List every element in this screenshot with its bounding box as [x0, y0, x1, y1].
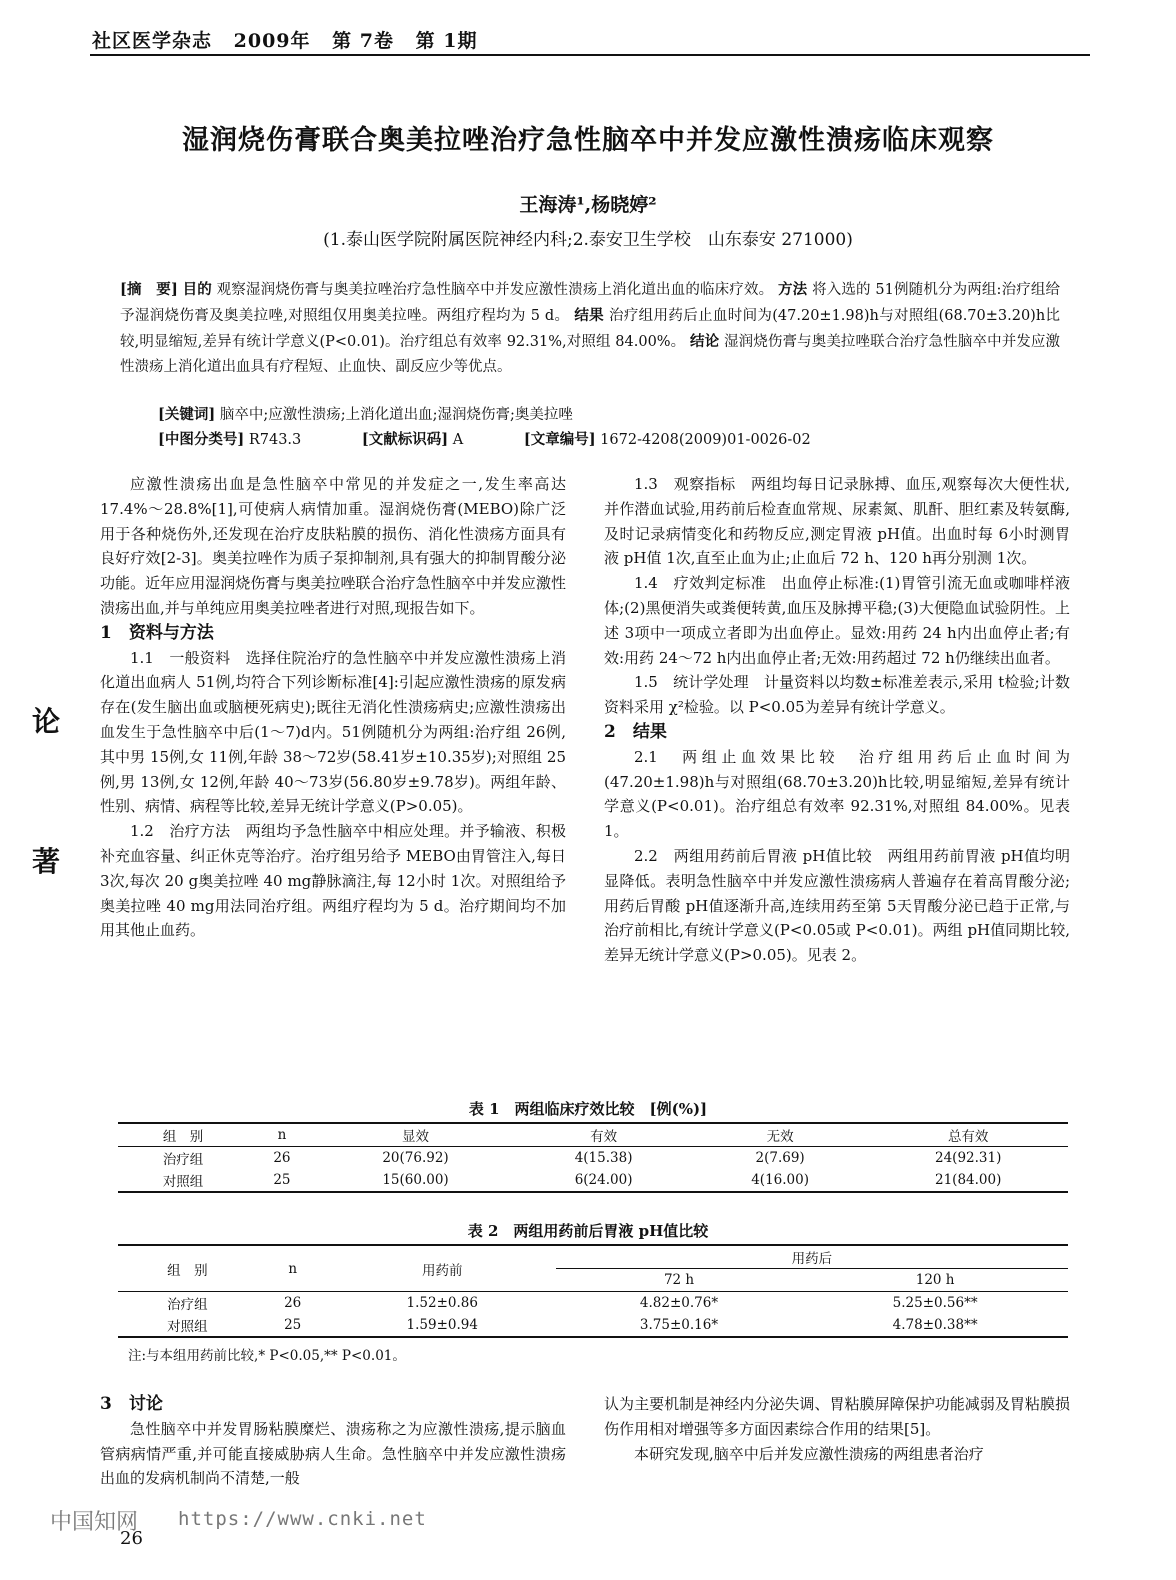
classification: [158, 428, 867, 449]
section-1-1-title: 1.1 一般资料: [130, 648, 231, 667]
header-rule: [90, 54, 1090, 56]
article-no-label: [文章编号]: [523, 431, 596, 448]
section-3-title: 3 讨论: [100, 1394, 163, 1414]
running-header: [92, 26, 491, 53]
section-2-2-title: 2.2 两组用药前后胃液 pH值比较: [634, 846, 873, 865]
table-row: [118, 1292, 1068, 1315]
table-cell: 5.25±0.56**: [892, 1295, 978, 1311]
abstract-aim-label: 目的: [182, 281, 212, 298]
discussion-text-right-2: 本研究发现,脑卒中后并发应激性溃疡的两组患者治疗: [634, 1444, 984, 1463]
section-1-5-title: 1.5 统计学处理: [634, 673, 749, 692]
abstract-conclusion: 湿润烧伤膏与奥美拉唑联合治疗急性脑卒中并发应激性溃疡上消化道出血具有疗程短、止血快、副反应少等优点。: [120, 334, 1061, 375]
table-cell: 21(84.00): [935, 1172, 1002, 1188]
authors: 王海涛¹,杨晓婷²: [519, 194, 657, 216]
section-1-4-title: 1.4 疗效判定标准: [634, 574, 767, 593]
discussion-left: [100, 1392, 566, 1491]
table-cell: 25: [273, 1172, 291, 1188]
intro-paragraph: 应激性溃疡出血是急性脑卒中常见的并发症之一,发生率高达 17.4%～28.8%[1],可使病人病情加重。湿润烧伤膏(MEBO)除广泛用于各种烧伤外,还发现在治疗皮肤粘膜的损伤、消化性溃疡方面具有良好疗效[2-3]。奥美拉唑作为质子泵抑制剂,具有强大的抑制胃酸分泌功能。近年应用湿润烧伤膏与奥美拉唑联合治疗急性脑卒中并发应激性溃疡出血,并与单纯应用奥美拉唑者进行对照,现报告如下。: [100, 475, 566, 617]
section-1-3-title: 1.3 观察指标: [634, 475, 736, 493]
table-cell: 1.52±0.86: [406, 1295, 478, 1311]
abstract-aim: 观察湿润烧伤膏与奥美拉唑治疗急性脑卒中并发应激性溃疡上消化道出血的临床疗效。: [216, 282, 774, 298]
table-1: [118, 1122, 1068, 1193]
table-cell: 4.78±0.38**: [892, 1317, 978, 1333]
table-cell: 4.82±0.76*: [639, 1295, 719, 1311]
section-1-3-text: 两组均每日记录脉搏、血压,观察每次大便性状,并作潜血试验,用药前后检查血常规、尿素氮、肌酐、胆红素及转氨酶,及时记录病情变化和药物反应,测定胃液 pH值。出血时每 6小时测胃液 pH值 1次,直至止血为止;止血后 72 h、120 h再分别测 1次。: [604, 475, 1070, 568]
table-cell: 3.75±0.16*: [639, 1317, 719, 1333]
table-cell: 4(16.00): [751, 1172, 809, 1188]
section-1-1-text: 选择住院治疗的急性脑卒中并发应激性溃疡上消化道出血病人 51例,均符合下列诊断标准[4]:引起应激性溃疡的原发病存在(发生脑出血或脑梗死病史);既往无消化性溃疡病史;应激性溃疡出血发生于急性脑卒中后(1～7)d内。51例随机分为两组:治疗组 26例,其中男 15例,女 11例,年龄 38～72岁(58.41岁±10.35岁);对照组 25例,男 13例,女 12例,年龄 40～73岁(56.80岁±9.78岁)。两组年龄、性别、病情、病程等比较,差异无统计学意义(P>0.05)。: [100, 648, 566, 816]
cnki-url[interactable]: https://www.cnki.net: [178, 1508, 427, 1530]
keywords-text: 脑卒中;应激性溃疡;上消化道出血;湿润烧伤膏;奥美拉唑: [219, 407, 573, 423]
section-2-1-title: 2.1 两组止血效果比较: [634, 747, 840, 766]
journal-name: 社区医学杂志: [92, 30, 213, 52]
table-header-cell: n: [257, 1245, 329, 1292]
abstract-method: 将入选的 51例随机分为两组:治疗组给予湿润烧伤膏及奥美拉唑,对照组仅用奥美拉唑。两组疗程均为 5 d。: [120, 282, 1061, 324]
table-2-note: 注:与本组用药前比较,* P<0.05,** P<0.01。: [128, 1348, 406, 1364]
side-label-lun: 论: [32, 705, 61, 738]
journal-year: 2009年: [233, 30, 311, 52]
table-header-cell: 组 别: [118, 1245, 257, 1292]
clc-value: R743.3: [248, 432, 302, 448]
table-header-cell: 120 h: [802, 1269, 1068, 1292]
table-header-cell: 显效: [316, 1123, 516, 1147]
table-cell: 25: [284, 1317, 302, 1333]
section-2-title: 2 结果: [604, 721, 667, 742]
clc-label: [中图分类号]: [158, 431, 245, 448]
table-cell: 治疗组: [162, 1152, 204, 1168]
section-1-2-title: 1.2 治疗方法: [130, 822, 231, 841]
table-2-caption: 表 2 两组用药前后胃液 pH值比较: [467, 1222, 709, 1240]
table-cell: 24(92.31): [935, 1150, 1002, 1166]
table-header-cell: 无效: [692, 1123, 869, 1147]
abstract-label: [摘 要]: [120, 281, 178, 298]
table-cell: 2(7.69): [755, 1150, 805, 1166]
paper-title: 湿润烧伤膏联合奥美拉唑治疗急性脑卒中并发应激性溃疡临床观察: [182, 125, 994, 156]
section-1-title: 1 资料与方法: [100, 622, 214, 643]
table-header-cell: 组 别: [118, 1123, 248, 1147]
table-2: [118, 1244, 1068, 1338]
table-header-cell: 用药前: [329, 1245, 556, 1292]
table-cell: 26: [273, 1150, 291, 1166]
journal-volume: 第 7卷: [332, 30, 394, 52]
discussion-text-left: 急性脑卒中并发胃肠粘膜糜烂、溃疡称之为应激性溃疡,提示脑血管病病情严重,并可能直接威胁病人生命。急性脑卒中并发应激性溃疡出血的发病机制尚不清楚,一般: [100, 1419, 566, 1488]
discussion-right: [604, 1392, 1070, 1466]
table-header-cell: 有效: [515, 1123, 692, 1147]
side-label-zhu: 著: [32, 845, 61, 878]
left-column: [100, 472, 566, 943]
table-row: [118, 1169, 1068, 1192]
page-number: 26: [120, 1528, 143, 1549]
table-header-cell: n: [248, 1123, 316, 1147]
section-1-4-text: 出血停止标准:(1)胃管引流无血或咖啡样液体;(2)黑便消失或粪便转黄,血压及脉搏平稳;(3)大便隐血试验阴性。上述 3项中一项成立者即为出血停止。显效:用药 24 h内出血停止者;有效:用药 24～72 h内出血停止者;无效:用药超过 72 h仍继续出血者。: [604, 574, 1070, 667]
journal-issue: 第 1期: [415, 30, 478, 52]
table-cell: 对照组: [167, 1319, 208, 1335]
abstract-result: 治疗组用药后止血时间为(47.20±1.98)h与对照组(68.70±3.20)h比较,明显缩短,差异有统计学意义(P<0.01)。治疗组总有效率 92.31%,对照组 84.00%。: [120, 308, 1061, 350]
table-cell: 26: [284, 1295, 302, 1311]
table-header-cell: 用药后: [556, 1245, 1068, 1269]
section-2-1-text: 治疗组用药后止血时间为(47.20±1.98)h与对照组(68.70±3.20)h比较,明显缩短,差异有统计学意义(P<0.01)。治疗组总有效率 92.31%,对照组 84.00%。见表 1。: [604, 747, 1070, 841]
cnki-logo: 中国知网: [50, 1510, 139, 1535]
table-header-cell: 总有效: [868, 1123, 1068, 1147]
abstract: [120, 277, 1060, 380]
table-cell: 15(60.00): [382, 1172, 449, 1188]
table-cell: 治疗组: [167, 1297, 208, 1313]
table-cell: 1.59±0.94: [406, 1317, 478, 1333]
table-1-caption: 表 1 两组临床疗效比较 [例(%)]: [468, 1100, 708, 1118]
right-column: [604, 472, 1070, 968]
table-header-cell: 72 h: [556, 1269, 802, 1292]
abstract-result-label: 结果: [574, 307, 605, 324]
discussion-text-right: 认为主要机制是神经内分泌失调、胃粘膜屏障保护功能减弱及胃粘膜损伤作用相对增强等多方面因素综合作用的结果[5]。: [604, 1395, 1070, 1438]
affiliation: (1.泰山医学院附属医院神经内科;2.泰安卫生学校 山东泰安 271000): [323, 230, 853, 250]
doc-code-label: [文献标识码]: [361, 431, 449, 448]
doc-code-value: A: [452, 432, 464, 448]
section-1-5-text: 计量资料以均数±标准差表示,采用 t检验;计数资料采用 χ²检验。以 P<0.05为差异有统计学意义。: [604, 673, 1070, 717]
section-1-2-text: 两组均予急性脑卒中相应处理。并予输液、积极补充血容量、纠正休克等治疗。治疗组另给予 MEBO由胃管注入,每日 3次,每次 20 g奥美拉唑 40 mg静脉滴注,每 12小时 1次。对照组给予奥美拉唑 40 mg用法同治疗组。两组疗程均为 5 d。治疗期间均不加用其他止血药。: [100, 822, 566, 940]
table-cell: 20(76.92): [382, 1150, 449, 1166]
abstract-conclusion-label: 结论: [690, 333, 720, 350]
article-no-value: 1672-4208(2009)01-0026-02: [600, 432, 811, 448]
table-cell: 6(24.00): [574, 1172, 633, 1188]
table-row: [118, 1314, 1068, 1337]
table-row: [118, 1147, 1068, 1170]
table-cell: 4(15.38): [574, 1150, 633, 1166]
keywords-label: [关键词]: [158, 406, 216, 423]
keywords: [158, 403, 573, 424]
table-cell: 对照组: [162, 1174, 204, 1190]
abstract-method-label: 方法: [778, 281, 808, 298]
section-2-2-text: 两组用药前胃液 pH值均明显降低。表明急性脑卒中并发应激性溃疡病人普遍存在着高胃酸分泌;用药后胃酸 pH值逐渐升高,连续用药至第 5天胃酸分泌已趋于正常,与治疗前相比,有统计学意义(P<0.05或 P<0.01)。两组 pH值同期比较,差异无统计学意义(P>0.05)。见表 2。: [604, 846, 1070, 965]
